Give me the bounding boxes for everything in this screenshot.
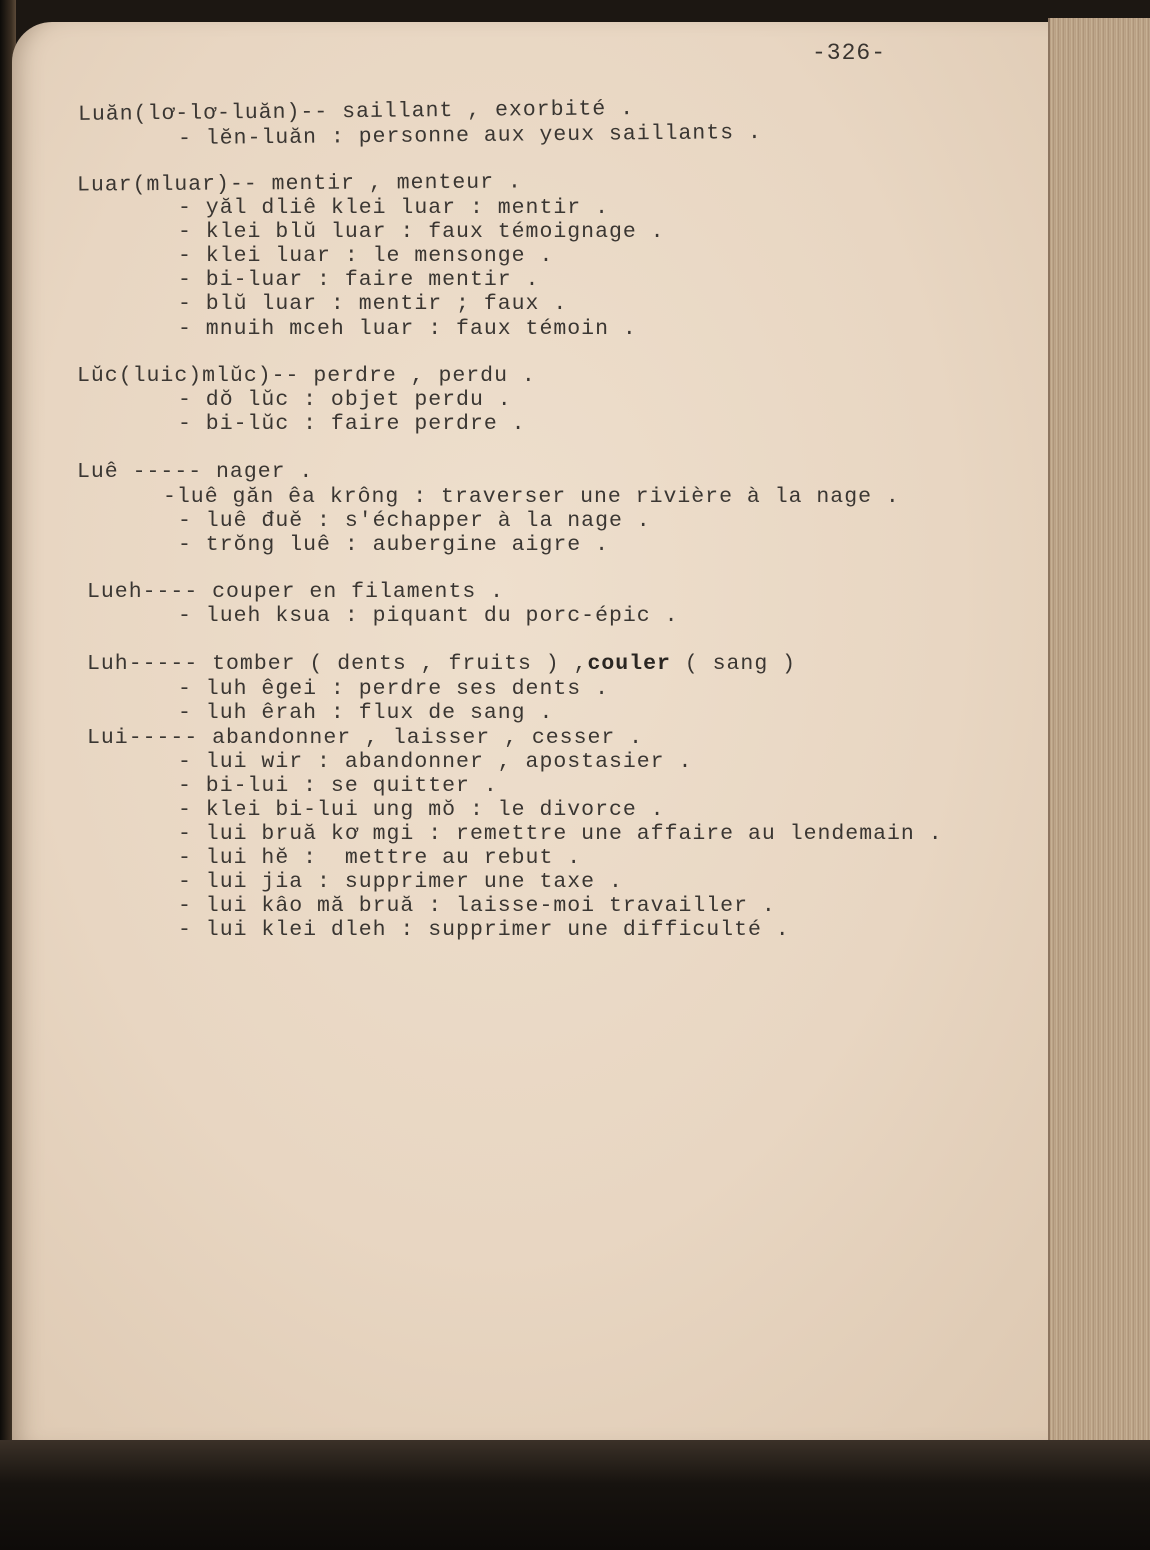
entry-sub: - lui klei dleh : supprimer une difficulté . bbox=[178, 918, 790, 942]
entry-sub: - luh êgei : perdre ses dents . bbox=[178, 677, 609, 701]
page-number: -326- bbox=[812, 40, 887, 66]
entry-sub: - bi-lŭc : faire perdre . bbox=[178, 412, 526, 436]
entry-headword-luar: Luar(mluar)-- mentir , menteur . bbox=[76, 170, 522, 198]
entry-sub: - lueh ksua : piquant du porc-épic . bbox=[178, 604, 679, 628]
entry-sub: - bi-luar : faire mentir . bbox=[178, 268, 540, 292]
entry-sub: - blŭ luar : mentir ; faux . bbox=[178, 292, 568, 316]
entry-head-text: Luh----- tomber ( dents , fruits ) , bbox=[87, 652, 588, 676]
entry-sub: - dŏ lŭc : objet perdu . bbox=[178, 388, 512, 412]
entry-sub: - klei bi-lui ung mŏ : le divorce . bbox=[178, 798, 665, 822]
entry-sub: - mnuih mceh luar : faux témoin . bbox=[178, 317, 637, 341]
bottom-shadow bbox=[0, 1440, 1150, 1550]
entry-sub: - luh êrah : flux de sang . bbox=[178, 701, 554, 725]
entry-headword-lueh: Lueh---- couper en filaments . bbox=[87, 580, 505, 604]
entry-sub: - lui wir : abandonner , apostasier . bbox=[178, 750, 693, 774]
entry-headword-luan: Luăn(lơ-lơ-luăn)-- saillant , exorbité . bbox=[77, 97, 635, 127]
entry-sub: - trŏng luê : aubergine aigre . bbox=[178, 533, 609, 557]
entry-headword-luh bbox=[87, 652, 796, 676]
entry-headword-lui: Lui----- abandonner , laisser , cesser . bbox=[87, 726, 644, 750]
entry-sub: - klei blŭ luar : faux témoignage . bbox=[178, 220, 665, 244]
entry-sub: - luê đuĕ : s'échapper à la nage . bbox=[178, 509, 651, 533]
entry-head-text: ( sang ) bbox=[670, 652, 797, 676]
entry-sub: - lui hĕ : mettre au rebut . bbox=[178, 846, 582, 870]
entry-headword-luc: Lŭc(luic)mlŭc)-- perdre , perdu . bbox=[77, 364, 536, 388]
entry-headword-lue: Luê ----- nager . bbox=[77, 460, 314, 484]
entry-sub: - lĕn-luăn : personne aux yeux saillants . bbox=[177, 120, 763, 152]
entry-sub: - klei luar : le mensonge . bbox=[178, 244, 554, 268]
entry-sub: - yăl dliê klei luar : mentir . bbox=[178, 196, 609, 220]
entry-sub: - lui jia : supprimer une taxe . bbox=[178, 870, 623, 894]
entry-sub: -luê găn êa krông : traverser une rivière à la nage . bbox=[163, 485, 900, 509]
entry-sub: - lui kâo mă bruă : laisse-moi travailler . bbox=[178, 894, 776, 918]
page-edges bbox=[1048, 18, 1150, 1448]
entry-sub: - lui bruă kơ mgi : remettre une affaire au lendemain . bbox=[178, 822, 943, 846]
entry-sub: - bi-lui : se quitter . bbox=[178, 774, 498, 798]
entry-head-bold: couler bbox=[587, 652, 671, 676]
